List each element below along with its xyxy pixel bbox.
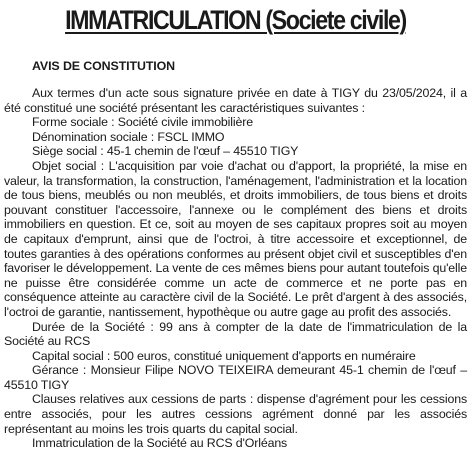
paragraph-siege-social: Siège social : 45-1 chemin de l'œuf – 45510 TIGY [32,144,299,159]
paragraph-capital: Capital social : 500 euros, constitué uniquement d'apports en numéraire [32,348,416,363]
paragraph-forme-sociale: Forme sociale : Société civile immobilière [32,115,253,130]
notice-title: IMMATRICULATION (Societe civile) [65,5,406,35]
paragraph-intro: Aux termes d'un acte sous signature privée en date à TIGY du 23/05/2024, il a été constitué une société présentant les caractéristiques suivantes : [4,86,467,115]
paragraph-immatriculation: Immatriculation de la Société au RCS d'Orléans [32,436,288,451]
notice-heading: AVIS DE CONSTITUTION [32,59,176,73]
notice-body [4,86,467,451]
paragraph-duree: Durée de la Société : 99 ans à compter de la date de l'immatriculation de la Société au RCS [4,319,467,349]
paragraph-objet-social: Objet social : L'acquisition par voie d'achat ou d'apport, la propriété, la mise en valeur, la transformation, la construction, l'aménagement, l'administration et la location de tous biens, meublés ou non meublés, et droits immobiliers, de tous biens et droits pouvant constituer l'accessoire, l'annexe ou le complément des biens et droits immobiliers en question. Et ce, soit au moyen de ses capitaux propres soit au moyen de capitaux d'emprunt, ainsi que de l'octroi, à titre accessoire et exceptionnel, de toutes garanties à des opérations conformes au présent objet civil et susceptibles d'en favoriser le développement. La vente de ces mêmes biens pour autant toutefois qu'elle ne puisse être considérée comme un acte de commerce et ne porte pas en conséquence atteinte au caractère civil de la Société. Le prêt d'argent à des associés, l'octroi de garantie, nantissement, hypothèque ou autre gage au profit des associés. [4,158,467,319]
paragraph-denomination: Dénomination sociale : FSCL IMMO [32,129,225,144]
paragraph-gerance: Gérance : Monsieur Filipe NOVO TEIXEIRA demeurant 45-1 chemin de l'œuf – 45510 TIGY [4,363,467,392]
paragraph-cessions: Clauses relatives aux cessions de parts : dispense d'agrément pour les cessions entre associés, pour les autres cessions agrément donné par les associés représentant au moins les trois quarts du capital social. [4,392,467,436]
